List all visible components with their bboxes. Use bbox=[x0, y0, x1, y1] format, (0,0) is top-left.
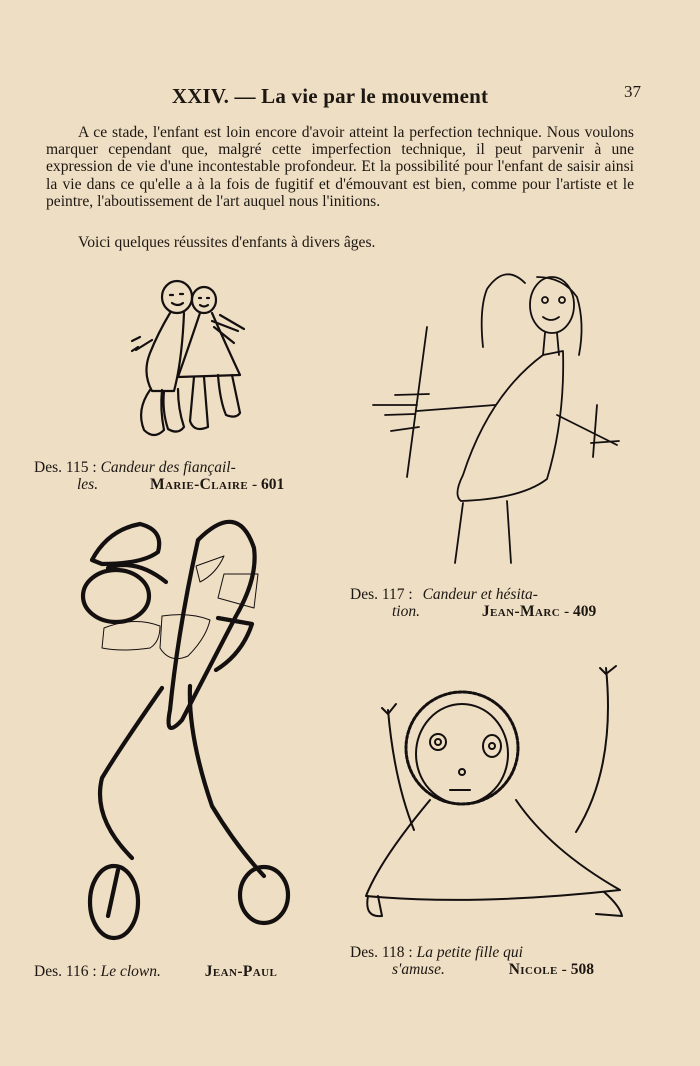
caption-title: La petite fille qui bbox=[416, 944, 523, 961]
caption-title: Candeur et hésita- bbox=[422, 586, 538, 603]
caption-label: Des. 116 : bbox=[34, 963, 97, 980]
caption-title: Candeur des fiançail- bbox=[100, 459, 236, 476]
caption-115 bbox=[34, 459, 284, 493]
caption-title-cont: s'amuse. bbox=[392, 961, 445, 978]
body-paragraph bbox=[46, 124, 634, 210]
drawing-117-girl bbox=[365, 265, 630, 570]
caption-116 bbox=[34, 963, 277, 980]
caption-number: 409 bbox=[573, 603, 597, 620]
caption-118 bbox=[350, 944, 594, 978]
caption-117 bbox=[350, 586, 596, 620]
drawing-118-little-girl bbox=[358, 660, 633, 925]
drawing-116-clown bbox=[78, 510, 293, 940]
caption-title-cont: les. bbox=[77, 476, 99, 493]
caption-sep: - bbox=[563, 603, 570, 620]
page-number: 37 bbox=[624, 82, 641, 101]
caption-label: Des. 117 : bbox=[350, 586, 413, 603]
caption-author: Jean-Marc bbox=[481, 603, 561, 620]
caption-label: Des. 118 : bbox=[350, 944, 413, 961]
chapter-heading: XXIV. — La vie par le mouvement bbox=[171, 84, 489, 108]
caption-number: 601 bbox=[261, 476, 285, 493]
caption-title: Le clown. bbox=[100, 963, 161, 980]
caption-label: Des. 115 : bbox=[34, 459, 97, 476]
caption-author: Nicole bbox=[508, 961, 558, 978]
caption-author: Marie-Claire bbox=[149, 476, 249, 493]
caption-number: 508 bbox=[570, 961, 594, 978]
caption-title-cont: tion. bbox=[392, 603, 420, 620]
paragraph-text: A ce stade, l'enfant est loin encore d'avoir atteint la perfection technique. Nous voulons marquer cependant que, malgré cette imperfection technique, il peut parvenir à une expression de vie d'une incontestable profondeur. Et la possibilité pour l'enfant de saisir ainsi la vie dans ce qu'elle a à la fois de fugitif et d'émouvant est bien, comme pour l'artiste et le peintre, l'aboutissement de l'art auquel nous l'initions. bbox=[46, 124, 634, 210]
caption-author: Jean-Paul bbox=[204, 963, 278, 980]
drawing-115-couple bbox=[120, 275, 260, 445]
caption-sep: - bbox=[561, 961, 567, 978]
caption-sep: - bbox=[251, 476, 258, 493]
intro-line: Voici quelques réussites d'enfants à divers âges. bbox=[78, 234, 376, 251]
